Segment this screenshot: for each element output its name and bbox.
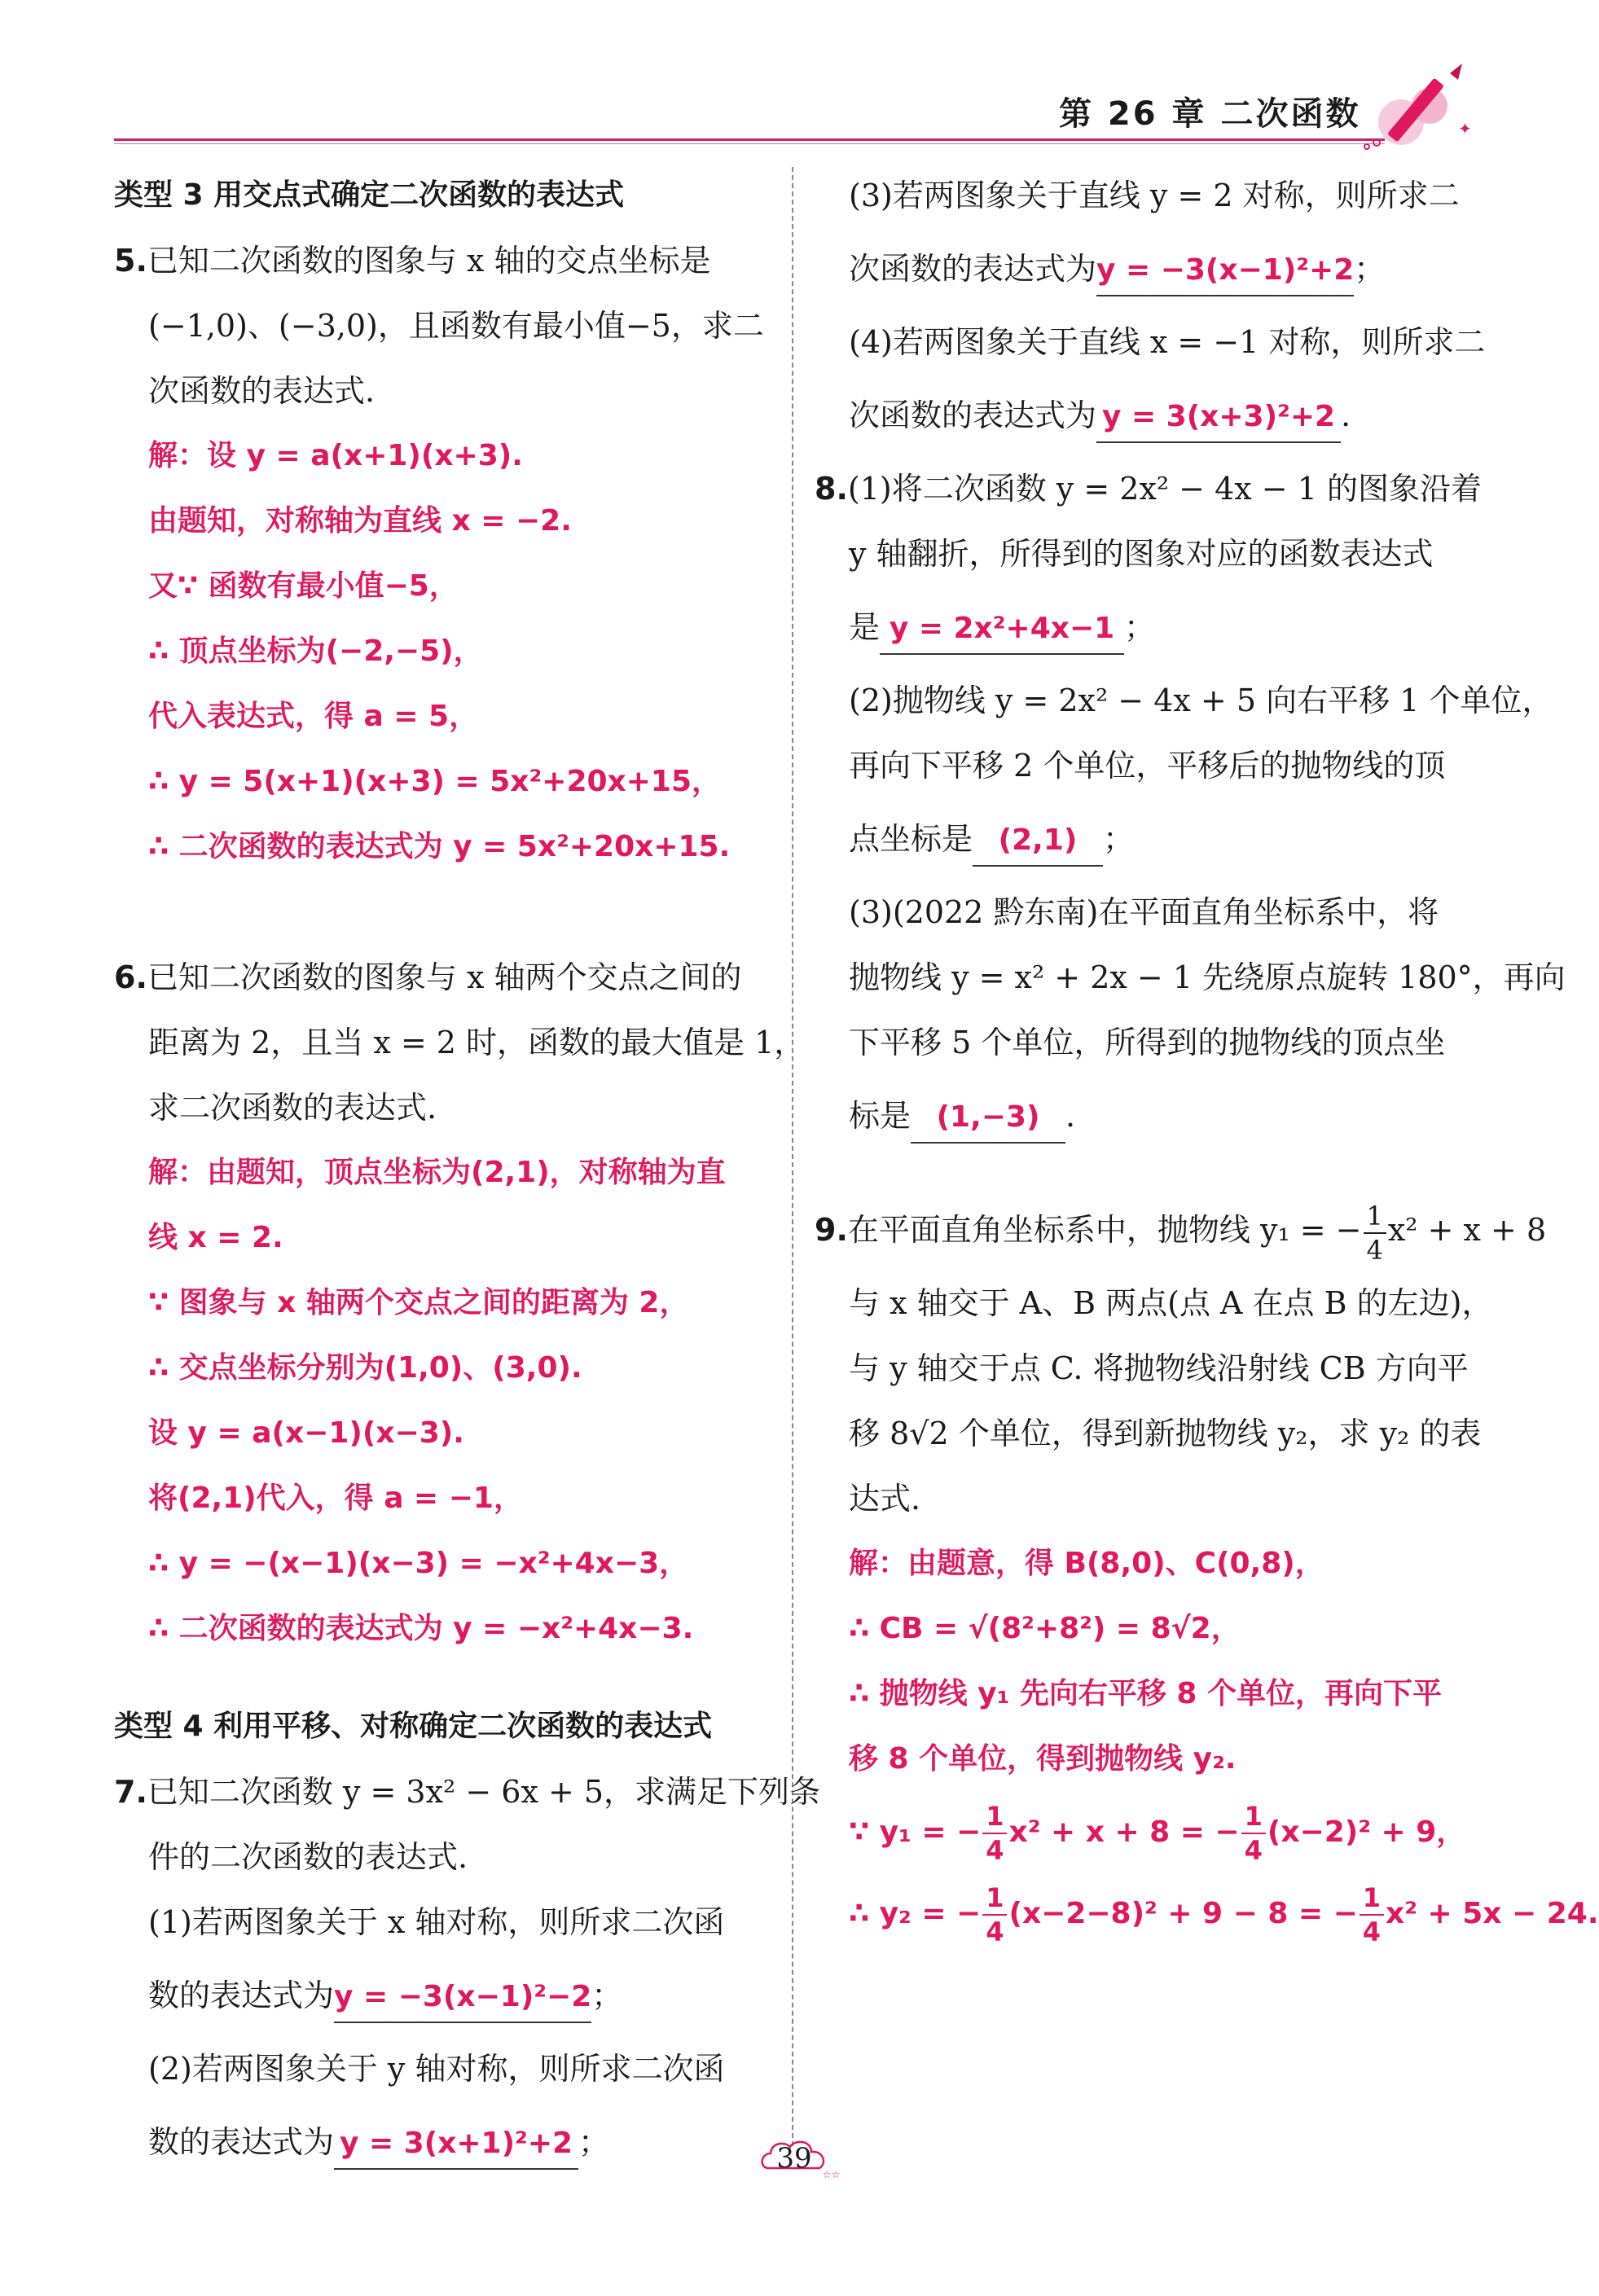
fraction-denominator: 4 xyxy=(1244,1835,1263,1866)
question-number: 6. xyxy=(114,959,147,995)
punctuation: ； xyxy=(578,2124,610,2160)
answer-blank[interactable]: y = 3(x+3)²+2 xyxy=(1096,393,1341,443)
solution-line: ∴ 二次函数的表达式为 y = 5x²+20x+15. xyxy=(148,830,731,863)
solution-line: ∴ 交点坐标分别为(1,0)、(3,0). xyxy=(148,1351,582,1385)
fraction-numerator: 1 xyxy=(1241,1800,1266,1834)
punctuation: ； xyxy=(1354,251,1386,287)
question-text: 距离为 2，且当 x = 2 时，函数的最大值是 1， xyxy=(148,1025,806,1060)
header-rule-thin xyxy=(114,143,1385,144)
question-text: 在平面直角坐标系中，抛物线 y₁ = − xyxy=(847,1212,1362,1248)
solution-line: 由题知，对称轴为直线 x = −2. xyxy=(148,504,572,538)
answer-blank[interactable]: (1,−3) xyxy=(911,1093,1065,1144)
solution-line: 线 x = 2. xyxy=(148,1221,283,1254)
fraction xyxy=(982,1881,1007,1948)
question-text: (2)抛物线 y = 2x² − 4x + 5 向右平移 1 个单位， xyxy=(849,683,1553,718)
solution-line: 将(2,1)代入，得 a = −1， xyxy=(148,1482,523,1515)
svg-text:☆☆: ☆☆ xyxy=(823,2169,841,2180)
fraction xyxy=(982,1800,1007,1867)
fraction-denominator: 4 xyxy=(1366,1234,1383,1266)
solution-line: 解：由题知，顶点坐标为(2,1)，对称轴为直 xyxy=(148,1156,726,1189)
solution-line: 代入表达式，得 a = 5， xyxy=(148,700,479,733)
solution-line: ∴ y = 5(x+1)(x+3) = 5x²+20x+15， xyxy=(148,765,722,798)
question-number: 7. xyxy=(114,1774,147,1810)
solution-line: 设 y = a(x−1)(x−3). xyxy=(148,1416,464,1450)
question-text: 标是 xyxy=(849,1098,912,1134)
fraction-denominator: 4 xyxy=(986,1835,1004,1866)
answer-blank[interactable]: y = 3(x+1)²+2 xyxy=(334,2119,578,2170)
solution-text: x² + x + 8 = − xyxy=(1008,1815,1240,1849)
page-number-text: 39 xyxy=(776,2142,812,2175)
question-text: (2)若两图象关于 y 轴对称，则所求二次函 xyxy=(148,2051,725,2087)
question-text: 点坐标是 xyxy=(849,821,973,857)
right-column xyxy=(815,163,1599,1955)
question-text: 已知二次函数的图象与 x 轴两个交点之间的 xyxy=(147,959,742,995)
question-text: 数的表达式为 xyxy=(148,2124,335,2160)
question-number: 9. xyxy=(815,1212,848,1248)
solution-line: ∴ y = −(x−1)(x−3) = −x²+4x−3， xyxy=(148,1547,689,1580)
question-text: (1)若两图象关于 x 轴对称，则所求二次函 xyxy=(148,1904,725,1940)
punctuation: ； xyxy=(591,1978,623,2013)
question-7-continued xyxy=(815,163,1486,456)
question-text: 是 xyxy=(849,609,881,645)
fraction-denominator: 4 xyxy=(986,1916,1004,1947)
section-title-type4: 类型 4 利用平移、对称确定二次函数的表达式 xyxy=(114,1710,713,1743)
solution-line: ∴ 顶点坐标为(−2,−5)， xyxy=(148,634,483,668)
solution-text: (x−2−8)² + 9 − 8 = − xyxy=(1008,1897,1358,1930)
question-text: 已知二次函数 y = 3x² − 6x + 5，求满足下列条 xyxy=(147,1774,821,1810)
section-title-type3: 类型 3 用交点式确定二次函数的表达式 xyxy=(114,178,625,212)
solution-line: 又∵ 函数有最小值−5， xyxy=(148,569,459,603)
question-text: 次函数的表达式为 xyxy=(849,397,1097,433)
pencil-decoration-icon xyxy=(1352,57,1483,163)
question-text: 与 x 轴交于 A、B 两点(点 A 在点 B 的左边)， xyxy=(849,1285,1493,1321)
answer-blank[interactable]: y = 2x²+4x−1 xyxy=(880,604,1124,655)
punctuation: . xyxy=(1065,1098,1076,1134)
fraction-denominator: 4 xyxy=(1362,1916,1382,1947)
answer-blank[interactable]: (2,1) xyxy=(973,816,1103,867)
question-text: 次函数的表达式为 xyxy=(849,251,1097,287)
fraction-numerator: 1 xyxy=(982,1881,1007,1916)
solution-line: 移 8 个单位，得到抛物线 y₂. xyxy=(849,1742,1237,1776)
solution-text: x² + 5x − 24. xyxy=(1386,1897,1599,1930)
question-text: 再向下平移 2 个单位，平移后的抛物线的顶 xyxy=(849,748,1446,784)
question-text: 与 y 轴交于点 C. 将抛物线沿射线 CB 方向平 xyxy=(849,1350,1469,1386)
solution-line xyxy=(815,1873,1599,1955)
punctuation: . xyxy=(1341,397,1351,433)
question-text: 数的表达式为 xyxy=(148,1978,335,2013)
solution-text: ∵ y₁ = − xyxy=(849,1815,982,1849)
header-rule xyxy=(114,138,1385,141)
page-number xyxy=(758,2134,841,2183)
question-text: 抛物线 y = x² + 2x − 1 先绕原点旋转 180°，再向 xyxy=(849,959,1566,995)
fraction xyxy=(1241,1800,1266,1867)
column-divider xyxy=(792,167,793,2146)
question-text: y 轴翻折，所得到的图象对应的函数表达式 xyxy=(849,536,1434,572)
question-number: 8. xyxy=(815,471,848,507)
answer-blank[interactable]: y = −3(x−1)²−2 xyxy=(334,1973,591,2023)
solution-line xyxy=(815,1792,1474,1873)
solution-line: ∴ 抛物线 y₁ 先向右平移 8 个单位，再向下平 xyxy=(849,1677,1442,1710)
question-text: (3)(2022 黔东南)在平面直角坐标系中，将 xyxy=(849,894,1439,930)
question-5 xyxy=(114,228,774,880)
question-text: (−1,0)、(−3,0)，且函数有最小值−5，求二 xyxy=(148,308,764,344)
question-text: 移 8√2 个单位，得到新抛物线 y₂，求 y₂ 的表 xyxy=(849,1416,1482,1451)
question-text: (1)将二次函数 y = 2x² − 4x − 1 的图象沿着 xyxy=(847,471,1482,507)
chapter-title: 第 26 章 二次函数 xyxy=(1059,95,1361,133)
question-number: 5. xyxy=(114,243,147,279)
question-text: 件的二次函数的表达式. xyxy=(148,1839,468,1875)
fraction-numerator: 1 xyxy=(982,1800,1007,1834)
punctuation: ； xyxy=(1124,609,1156,645)
question-text: 求二次函数的表达式. xyxy=(148,1090,437,1126)
fraction-numerator: 1 xyxy=(1364,1200,1386,1234)
answer-blank[interactable]: y = −3(x−1)²+2 xyxy=(1096,246,1354,296)
fraction xyxy=(1360,1881,1384,1948)
solution-text: (x−2)² + 9， xyxy=(1267,1815,1466,1849)
question-text: x² + x + 8 xyxy=(1387,1212,1547,1248)
page-header xyxy=(0,0,1588,163)
question-6 xyxy=(114,945,806,1662)
question-9 xyxy=(815,1189,1599,1955)
fraction xyxy=(1364,1200,1386,1267)
question-text: (3)若两图象关于直线 y = 2 对称，则所求二 xyxy=(849,178,1460,213)
solution-line: ∵ 图象与 x 轴两个交点之间的距离为 2， xyxy=(148,1286,689,1319)
punctuation: ； xyxy=(1103,821,1135,857)
question-text: 次函数的表达式. xyxy=(148,373,376,409)
question-text: 达式. xyxy=(849,1481,921,1517)
solution-line: 解：由题意，得 B(8,0)、C(0,8)， xyxy=(849,1547,1324,1580)
solution-line: ∴ CB = √(8²+8²) = 8√2， xyxy=(849,1612,1241,1645)
solution-line: ∴ 二次函数的表达式为 y = −x²+4x−3. xyxy=(148,1612,694,1645)
question-8 xyxy=(815,456,1566,1157)
fraction-numerator: 1 xyxy=(1360,1881,1384,1916)
svg-text:✦: ✦ xyxy=(1458,119,1472,138)
question-text: 已知二次函数的图象与 x 轴的交点坐标是 xyxy=(147,243,711,279)
question-text: (4)若两图象关于直线 x = −1 对称，则所求二 xyxy=(849,324,1486,360)
question-text: 下平移 5 个单位，所得到的抛物线的顶点坐 xyxy=(849,1025,1446,1060)
solution-text: ∴ y₂ = − xyxy=(849,1897,982,1930)
solution-line: 解：设 y = a(x+1)(x+3). xyxy=(148,439,523,472)
